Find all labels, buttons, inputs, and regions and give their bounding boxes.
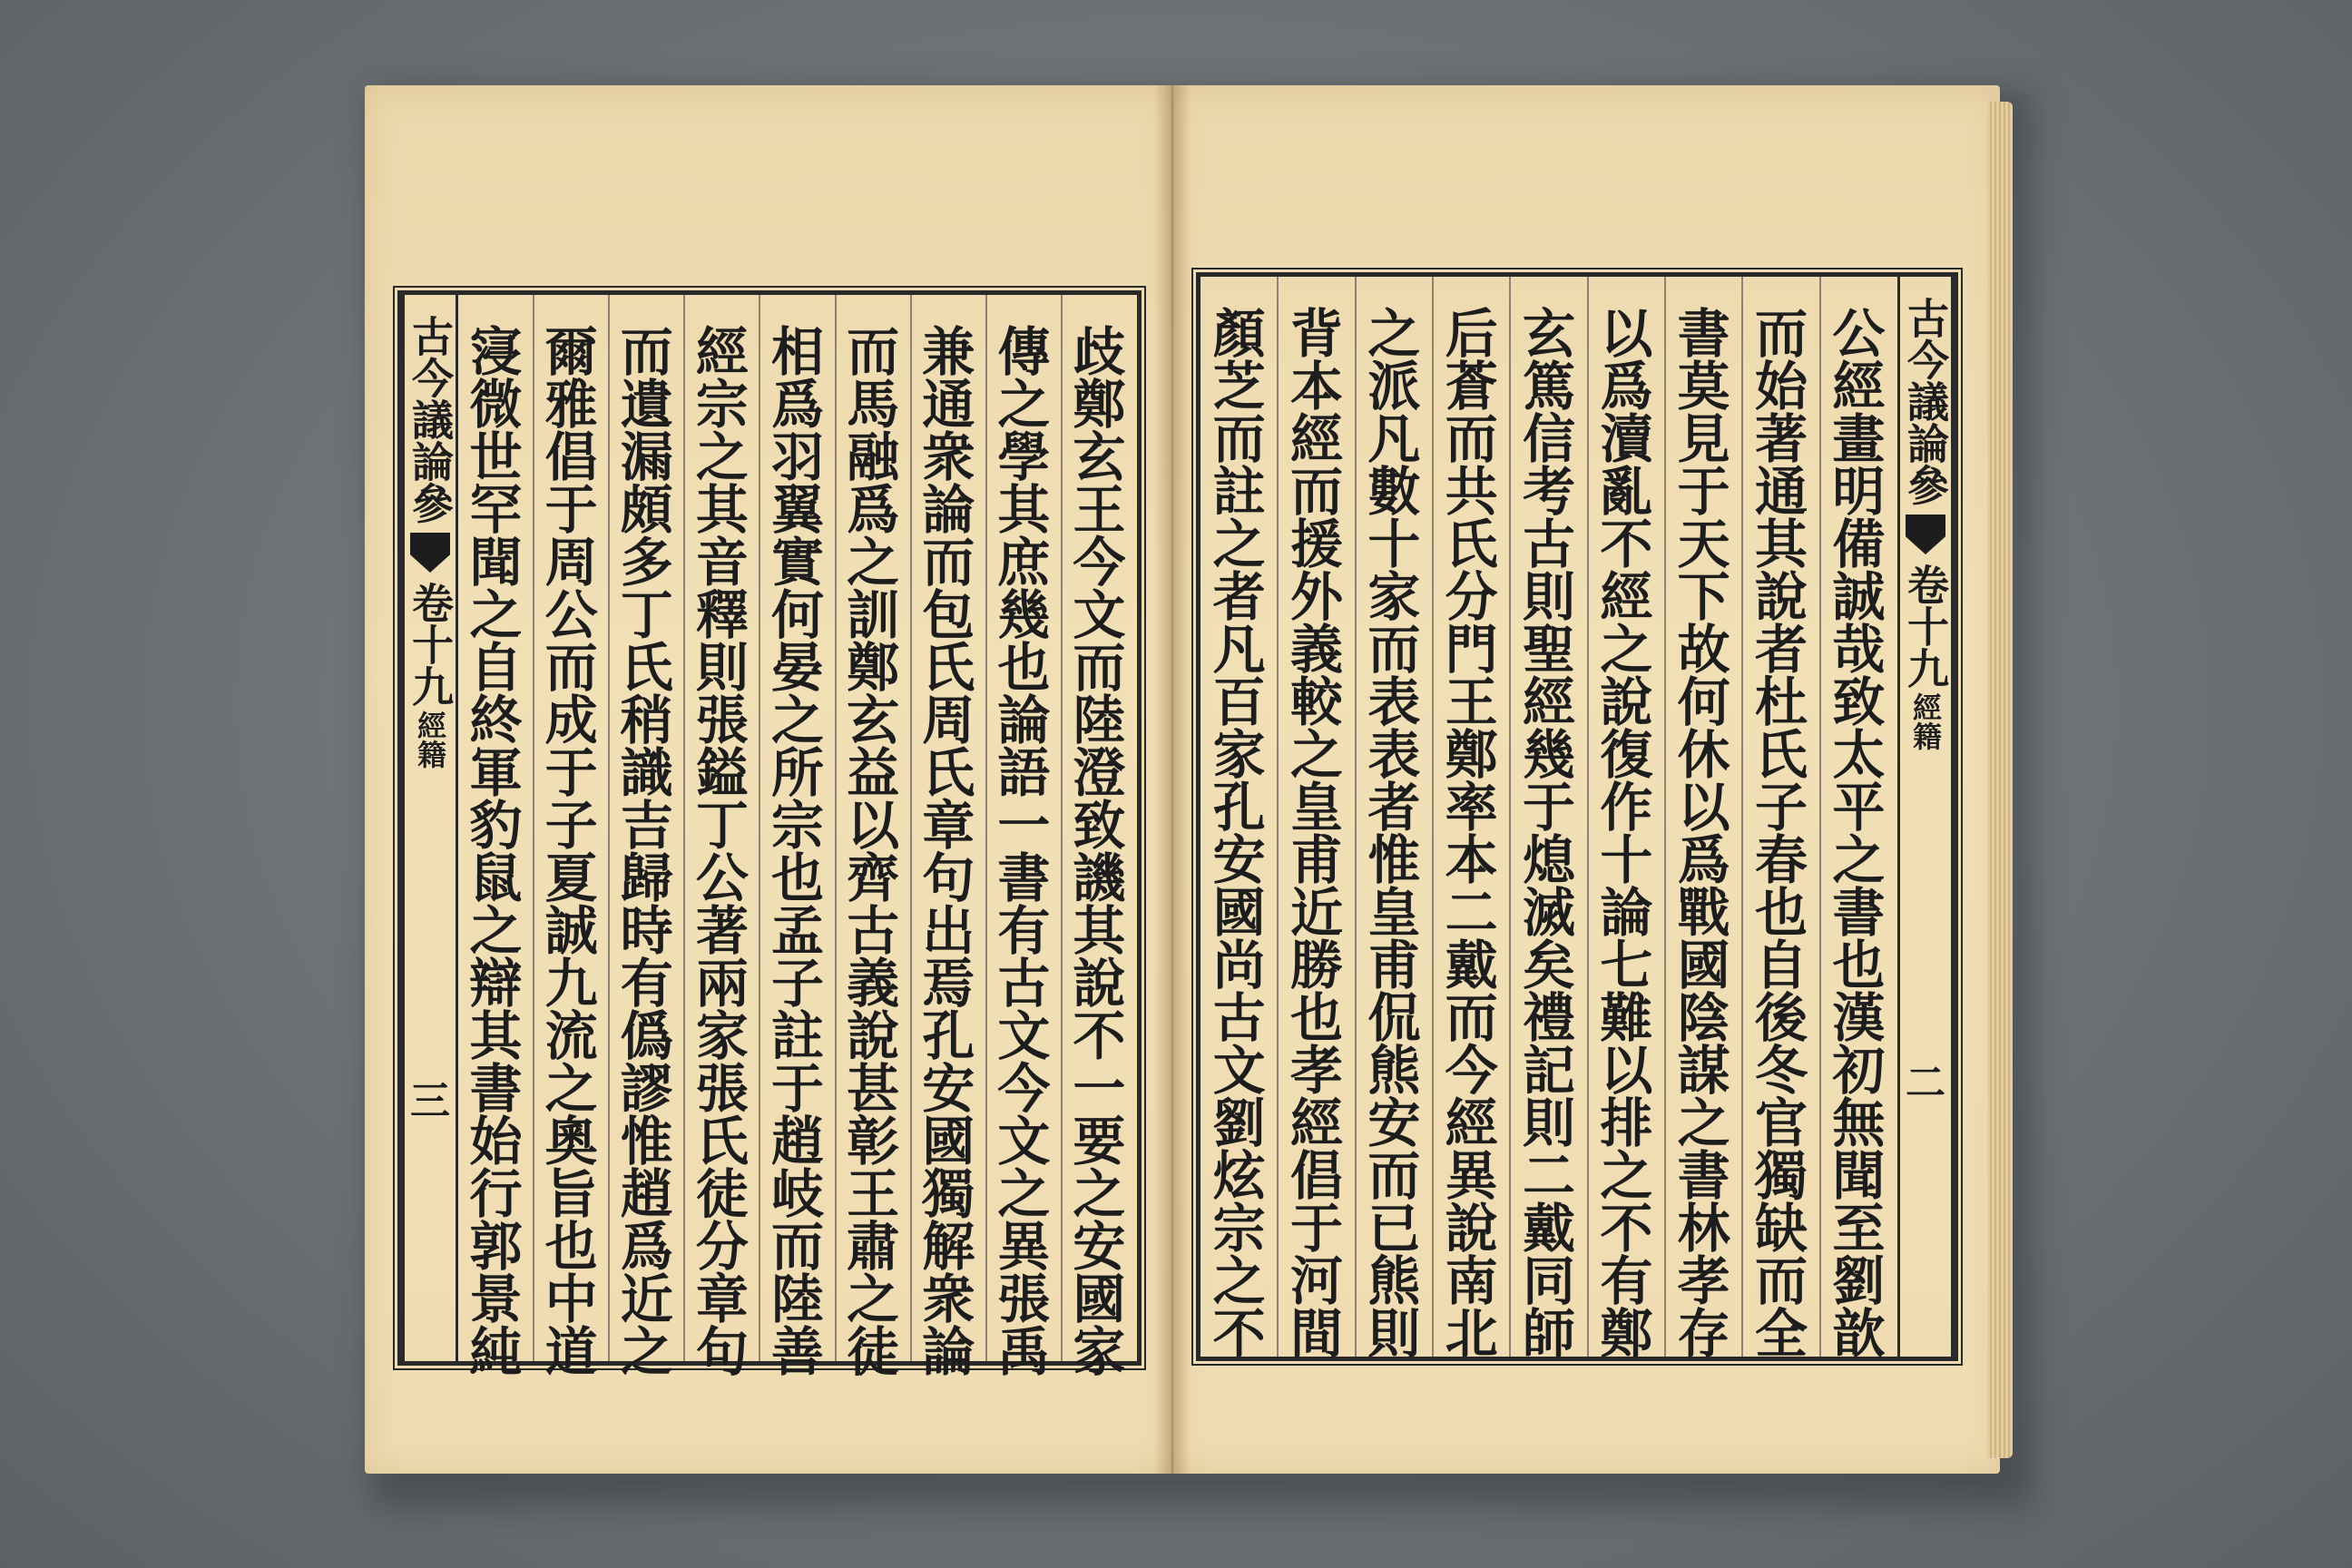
column-rule: [533, 295, 534, 1361]
column-rule: [608, 295, 610, 1361]
left-leaf-number: 三: [410, 1078, 450, 1124]
column-rule: [1509, 277, 1511, 1357]
text-column: 而 馬 融 爲 之 訓 鄭 玄 益 以 齊 古 義 說 甚 彰 王 肅 之 徒: [847, 321, 900, 1383]
column-rule: [1664, 277, 1666, 1357]
column-rule: [1587, 277, 1589, 1357]
page-edges: [1987, 102, 2013, 1458]
column-rule: [1355, 277, 1357, 1357]
column-rule: [1741, 277, 1743, 1357]
right-band-section: 經籍: [1908, 692, 1943, 750]
text-column: 書 莫 見 于 天 下 故 何 休 以 爲 戰 國 陰 謀 之 書 林 孝 存: [1677, 303, 1730, 1365]
text-column: 后 蒼 而 共 氏 分 門 王 鄭 率 本 二 戴 而 今 經 異 說 南 北: [1445, 303, 1498, 1365]
left-band-title: 古今議論參: [406, 315, 455, 524]
right-leaf-number: 二: [1906, 1060, 1945, 1106]
column-rule: [1819, 277, 1821, 1357]
right-band-volume: 卷十九: [1901, 564, 1950, 689]
text-column: 傳 之 學 其 庶 幾 也 論 語 一 書 有 古 文 今 文 之 異 張 禹: [997, 321, 1051, 1383]
text-column: 玄 篤 信 考 古 則 聖 經 幾 于 熄 滅 矣 禮 記 則 二 戴 同 師: [1522, 303, 1575, 1365]
text-column: 公 經 畫 明 備 誠 哉 致 太 平 之 書 也 漢 初 無 聞 至 劉 歆: [1832, 303, 1886, 1365]
column-rule: [1061, 295, 1063, 1361]
column-rule: [1277, 277, 1279, 1357]
text-column: 而 遺 漏 頗 多 丁 氏 稍 識 吉 歸 時 有 僞 謬 惟 趙 爲 近 之: [620, 321, 673, 1383]
text-column: 經 宗 之 其 音 釋 則 張 鎰 丁 公 著 兩 家 張 氏 徒 分 章 句: [695, 321, 749, 1383]
right-columns: [1200, 277, 1954, 1365]
text-column: 兼 通 衆 論 而 包 氏 周 氏 章 句 出 焉 孔 安 國 獨 解 衆 論: [922, 321, 975, 1383]
left-text-frame: [397, 290, 1142, 1383]
column-rule: [910, 295, 912, 1361]
column-rule: [1432, 277, 1434, 1357]
left-band-volume: 卷十九: [406, 582, 455, 707]
text-column: 之 派 凡 數 十 家 而 表 表 者 惟 皇 甫 侃 熊 安 而 已 熊 則: [1367, 303, 1421, 1365]
left-columns: [402, 295, 1137, 1383]
column-rule: [683, 295, 685, 1361]
text-column: 爾 雅 倡 于 周 公 而 成 于 子 夏 誠 九 流 之 奧 旨 也 中 道: [544, 321, 598, 1383]
text-column: 顏 芝 而 註 之 者 凡 百 家 孔 安 國 尚 古 文 劉 炫 宗 之 不: [1212, 303, 1266, 1365]
text-column: 而 始 著 通 其 說 者 杜 氏 子 春 也 自 後 冬 官 獨 缺 而 全: [1754, 303, 1808, 1365]
text-column: 歧 鄭 玄 王 今 文 而 陸 澄 致 譏 其 說 不 一 要 之 安 國 家: [1073, 321, 1126, 1383]
text-column: 相 爲 羽 翼 實 何 晏 之 所 宗 也 孟 子 註 于 趙 岐 而 陸 善: [770, 321, 824, 1383]
book-gutter: [1154, 85, 1191, 1474]
column-rule: [985, 295, 987, 1361]
text-column: 背 本 經 而 援 外 義 較 之 皇 甫 近 勝 也 孝 經 倡 于 河 間: [1289, 303, 1343, 1365]
right-text-frame: [1196, 272, 1958, 1365]
right-band-title: 古今議論參: [1901, 297, 1950, 505]
text-column: 寖 微 世 罕 聞 之 自 終 軍 豹 鼠 之 辯 其 書 始 行 郭 景 純: [469, 321, 523, 1383]
text-column: 以 爲 瀆 亂 不 經 之 說 復 作 十 論 七 難 以 排 之 不 有 鄭: [1600, 303, 1653, 1365]
column-rule: [835, 295, 837, 1361]
left-band-section: 經籍: [413, 710, 447, 769]
column-rule: [759, 295, 760, 1361]
